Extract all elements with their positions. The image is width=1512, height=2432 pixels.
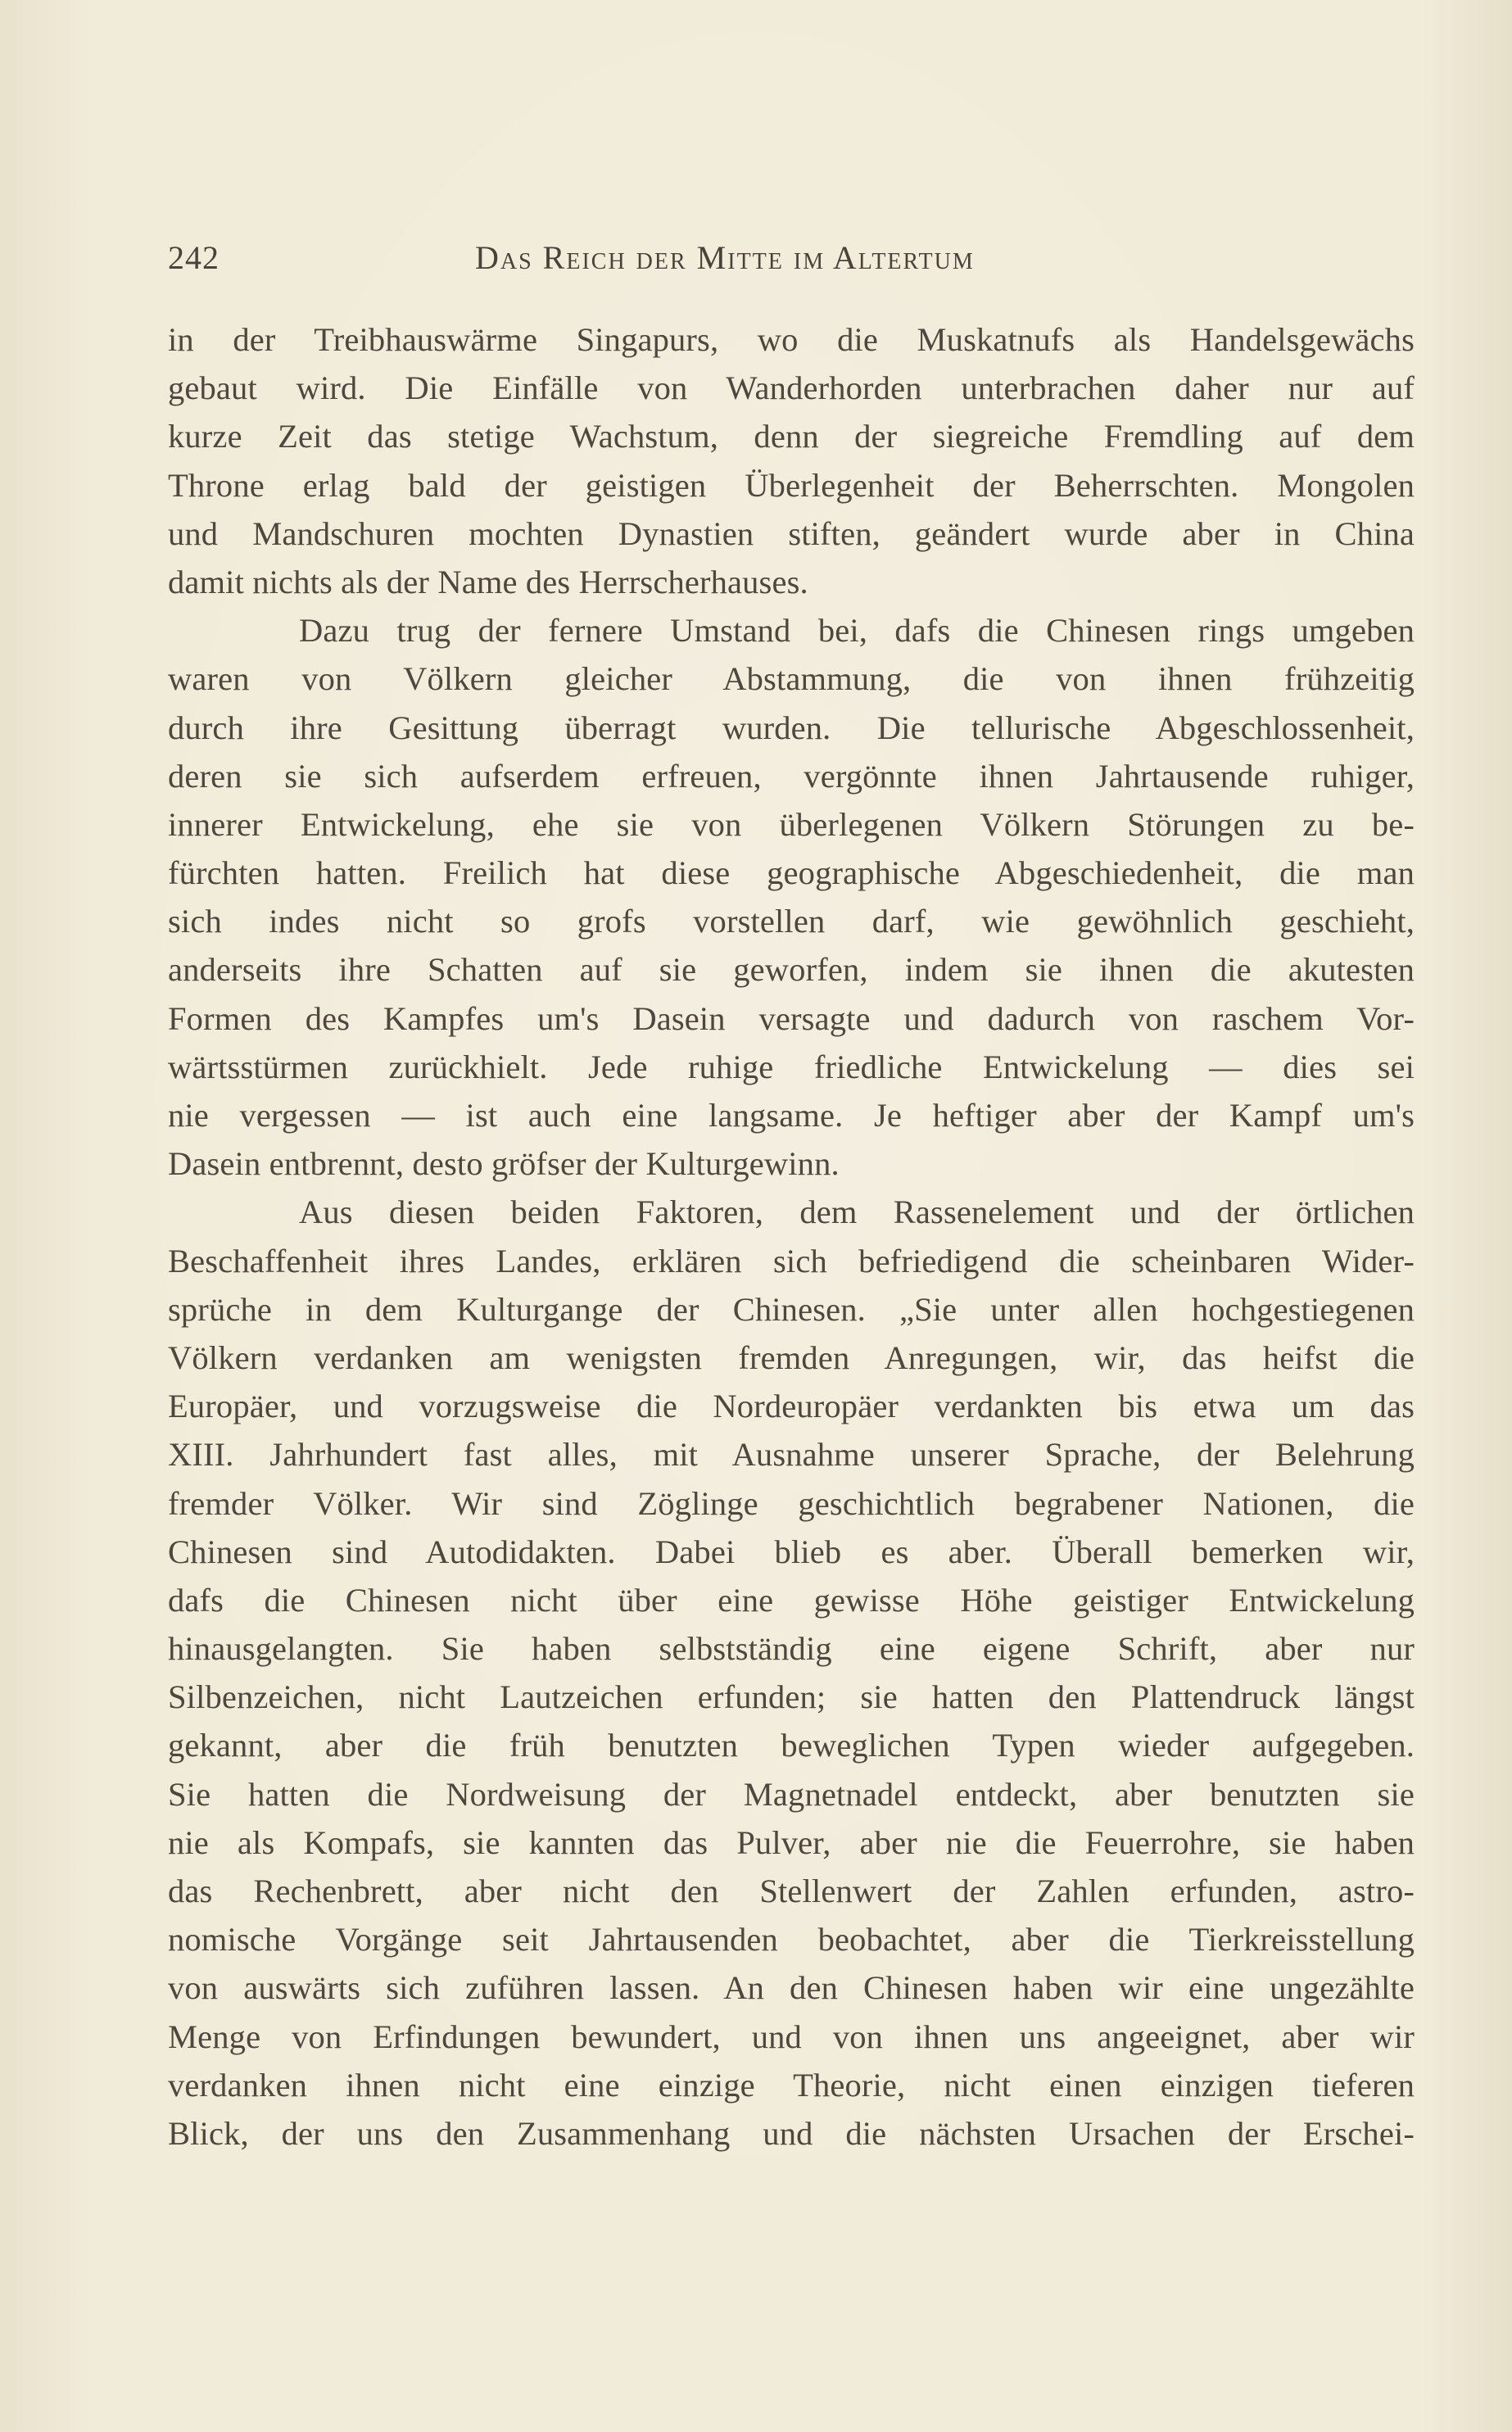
paragraph-3 (168, 1188, 1415, 2158)
page-number: 242 (168, 239, 220, 276)
text-line: innerer Entwickelung, ehe sie von überlegenen Völkern Störungen zu be- (168, 805, 1415, 843)
text-line: nie als Kompafs, sie kannten das Pulver, aber nie die Feuerrohre, sie haben (168, 1823, 1415, 1861)
text-line: Beschaffenheit ihres Landes, erklären sich befriedigend die scheinbaren Wider- (168, 1242, 1415, 1279)
text-line: Europäer, und vorzugsweise die Nordeuropäer verdankten bis etwa um das (168, 1388, 1415, 1425)
text-line: Blick, der uns den Zusammenhang und die nächsten Ursachen der Erschei- (168, 2114, 1415, 2152)
text-line: waren von Völkern gleicher Abstammung, die von ihnen frühzeitig (168, 660, 1415, 698)
text-line: das Rechenbrett, aber nicht den Stellenwert der Zahlen erfunden, astro- (168, 1873, 1415, 1909)
text-line: und Mandschuren mochten Dynastien stiften, geändert wurde aber in China (168, 514, 1415, 552)
text-line: Völkern verdanken am wenigsten fremden Anregungen, wir, das heifst die (168, 1338, 1415, 1376)
body-text (168, 315, 1415, 2158)
text-line: XIII. Jahrhundert fast alles, mit Ausnahme unserer Sprache, der Belehrung (168, 1436, 1415, 1474)
text-line: damit nichts als der Name des Herrscherhauses. (168, 563, 808, 600)
text-line: von auswärts sich zuführen lassen. An den Chinesen haben wir eine ungezählte (168, 1969, 1415, 2007)
text-line: Aus diesen beiden Faktoren, dem Rassenelement und der örtlichen (299, 1193, 1415, 1231)
text-line: in der Treibhauswärme Singapurs, wo die Muskatnufs als Handelsgewächs (168, 321, 1415, 358)
text-line: sprüche in dem Kulturgange der Chinesen. „Sie unter allen hochgestiegenen (168, 1290, 1415, 1328)
text-line: Throne erlag bald der geistigen Überlegenheit der Beherrschten. Mongolen (168, 466, 1415, 504)
text-line: verdanken ihnen nicht eine einzige Theorie, nicht einen einzigen tieferen (168, 2066, 1415, 2104)
text-line: anderseits ihre Schatten auf sie geworfen, indem sie ihnen die akutesten (168, 951, 1415, 989)
text-line: Dazu trug der fernere Umstand bei, dafs die Chinesen rings umgeben (299, 612, 1415, 650)
text-line: dafs die Chinesen nicht über eine gewisse Höhe geistiger Entwickelung (168, 1581, 1415, 1619)
running-head (168, 233, 1415, 283)
text-line: fürchten hatten. Freilich hat diese geographische Abgeschiedenheit, die man (168, 854, 1415, 892)
text-line: nomische Vorgänge seit Jahrtausenden beobachtet, aber die Tierkreisstellung (168, 1921, 1415, 1959)
text-line: wärtsstürmen zurückhielt. Jede ruhige friedliche Entwickelung — dies sei (168, 1048, 1415, 1085)
text-line: Chinesen sind Autodidakten. Dabei blieb es aber. Überall bemerken wir, (168, 1533, 1415, 1570)
running-title: Das Reich der Mitte im Altertum (475, 239, 975, 276)
paragraph-1 (168, 315, 1415, 606)
text-line: nie vergessen — ist auch eine langsame. Je heftiger aber der Kampf um's (168, 1097, 1415, 1134)
text-line: Sie hatten die Nordweisung der Magnetnadel entdeckt, aber benutzten sie (168, 1775, 1415, 1813)
text-line: hinausgelangten. Sie haben selbstständig eine eigene Schrift, aber nur (168, 1630, 1415, 1668)
text-line: durch ihre Gesittung überragt wurden. Die tellurische Abgeschlossenheit, (168, 709, 1415, 746)
text-line: gebaut wird. Die Einfälle von Wanderhorden unterbrachen daher nur auf (168, 369, 1415, 407)
text-line: Dasein entbrennt, desto gröfser der Kulturgewinn. (168, 1145, 840, 1183)
text-line: kurze Zeit das stetige Wachstum, denn der siegreiche Fremdling auf dem (168, 418, 1415, 455)
text-line: fremder Völker. Wir sind Zöglinge geschichtlich begrabener Nationen, die (168, 1484, 1415, 1522)
text-line: gekannt, aber die früh benutzten beweglichen Typen wieder aufgegeben. (168, 1727, 1415, 1764)
text-line: deren sie sich aufserdem erfreuen, vergönnte ihnen Jahrtausende ruhiger, (168, 757, 1415, 795)
text-line: Menge von Erfindungen bewundert, und von ihnen uns angeeignet, aber wir (168, 2018, 1415, 2055)
text-line: Silbenzeichen, nicht Lautzeichen erfunden; sie hatten den Plattendruck längst (168, 1678, 1415, 1716)
paragraph-2 (168, 606, 1415, 1188)
text-line: sich indes nicht so grofs vorstellen darf, wie gewöhnlich geschieht, (168, 903, 1415, 940)
text-line: Formen des Kampfes um's Dasein versagte und dadurch von raschem Vor- (168, 999, 1415, 1037)
